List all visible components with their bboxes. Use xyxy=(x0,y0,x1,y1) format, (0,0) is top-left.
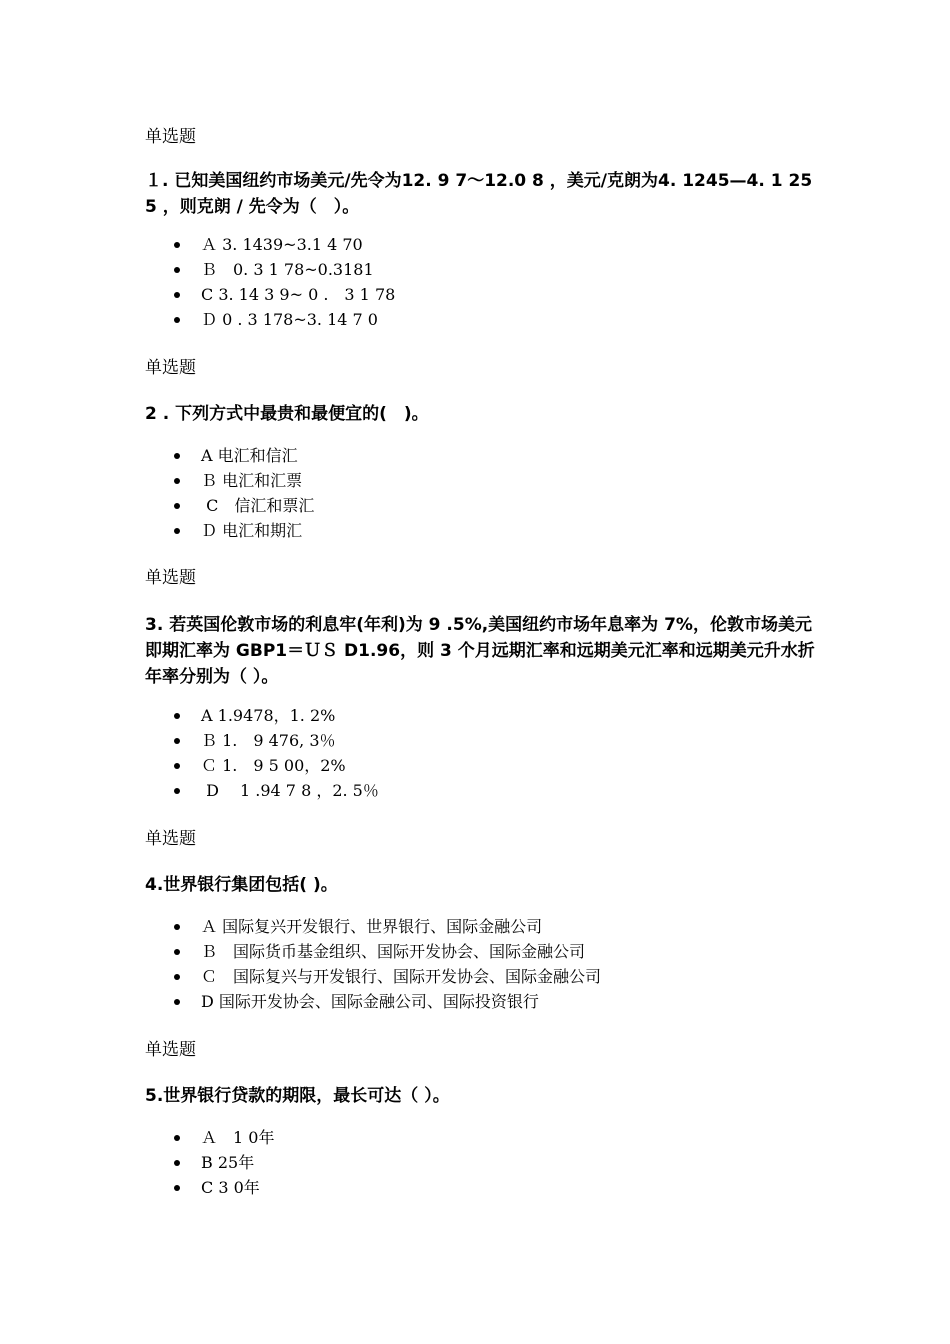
bullet-icon xyxy=(174,974,180,980)
option-c xyxy=(145,1175,274,1200)
option-label: Ｂ 1. 9 476, 3％ xyxy=(201,731,336,750)
option-label: Ａ 国际复兴开发银行、世界银行、国际金融公司 xyxy=(201,917,543,936)
bullet-icon xyxy=(174,713,180,719)
option-d xyxy=(145,778,379,803)
option-b xyxy=(145,1150,274,1175)
option-list xyxy=(145,443,314,543)
option-label: D 国际开发协会、国际金融公司、国际投资银行 xyxy=(201,992,539,1011)
question-text: 3. 若英国伦敦市场的利息牢(年利)为 9 .5%,美国纽约市场年息率为 7%，伦敦市场美元即期汇率为 GBP1＝ＵＳ D1.96，则 3 个月远期汇率和远期美元汇率和远期美元升水折年率分别为（ ）。 xyxy=(145,615,815,687)
question-type-label: 单选题 xyxy=(145,127,196,147)
bullet-icon xyxy=(174,1135,180,1141)
option-a xyxy=(145,232,395,257)
option-c xyxy=(145,964,601,989)
bullet-icon xyxy=(174,242,180,248)
option-label: Ｃ 国际复兴与开发银行、国际开发协会、国际金融公司 xyxy=(201,967,602,986)
question-text: 2 . 下列方式中最贵和最便宜的( )。 xyxy=(145,404,429,424)
question-text: １. 已知美国纽约市场美元/先令为12. 9 7～12.0 8 ，美元/克朗为4. 1245—4. 1 25 5 ，则克朗 / 先令为（ ）。 xyxy=(145,171,819,217)
option-label: Ａ 1 0年 xyxy=(201,1128,275,1147)
option-label: Ｄ 0 . 3 178~3. 14 7 0 xyxy=(201,310,378,329)
bullet-icon xyxy=(174,949,180,955)
question-type-label: 单选题 xyxy=(145,1040,196,1060)
option-label: C 3 0年 xyxy=(201,1178,260,1197)
bullet-icon xyxy=(174,528,180,534)
bullet-icon xyxy=(174,1160,180,1166)
option-label: Ｄ 电汇和期汇 xyxy=(201,521,303,540)
option-label: B 25年 xyxy=(201,1153,255,1172)
option-c xyxy=(145,282,395,307)
question-type-label: 单选题 xyxy=(145,358,196,378)
bullet-icon xyxy=(174,453,180,459)
bullet-icon xyxy=(174,292,180,298)
bullet-icon xyxy=(174,503,180,509)
option-c xyxy=(145,753,379,778)
question-text: 4.世界银行集团包括( )。 xyxy=(145,875,338,895)
bullet-icon xyxy=(174,267,180,273)
question-text: 5.世界银行贷款的期限，最长可达（ ）。 xyxy=(145,1086,450,1106)
bullet-icon xyxy=(174,788,180,794)
option-d xyxy=(145,989,601,1014)
option-label: C 信汇和票汇 xyxy=(201,496,315,515)
bullet-icon xyxy=(174,1185,180,1191)
option-a xyxy=(145,914,601,939)
option-a xyxy=(145,1125,274,1150)
option-label: D 1 .94 7 8 ，2. 5％ xyxy=(201,781,379,800)
option-list xyxy=(145,914,601,1014)
option-b xyxy=(145,257,395,282)
option-d xyxy=(145,518,314,543)
option-label: A 电汇和信汇 xyxy=(201,446,298,465)
option-label: Ｂ 0. 3 1 78~0.3181 xyxy=(201,260,374,279)
bullet-icon xyxy=(174,763,180,769)
bullet-icon xyxy=(174,924,180,930)
option-b xyxy=(145,939,601,964)
option-list xyxy=(145,703,379,803)
option-label: Ｂ 国际货币基金组织、国际开发协会、国际金融公司 xyxy=(201,942,586,961)
question-type-label: 单选题 xyxy=(145,568,196,588)
option-label: C 3. 14 3 9~ 0 . 3 1 78 xyxy=(201,285,396,304)
option-a xyxy=(145,443,314,468)
bullet-icon xyxy=(174,317,180,323)
option-list xyxy=(145,1125,274,1200)
option-d xyxy=(145,307,395,332)
option-a xyxy=(145,703,379,728)
option-c xyxy=(145,493,314,518)
option-b xyxy=(145,468,314,493)
option-label: Ｂ 电汇和汇票 xyxy=(201,471,303,490)
bullet-icon xyxy=(174,738,180,744)
option-label: Ａ 3. 1439~3.1 4 70 xyxy=(201,235,363,254)
option-b xyxy=(145,728,379,753)
option-list xyxy=(145,232,395,332)
bullet-icon xyxy=(174,999,180,1005)
bullet-icon xyxy=(174,478,180,484)
question-type-label: 单选题 xyxy=(145,829,196,849)
option-label: Ｃ 1. 9 5 00，2% xyxy=(201,756,346,775)
option-label: A 1.9478，1. 2% xyxy=(201,706,336,725)
